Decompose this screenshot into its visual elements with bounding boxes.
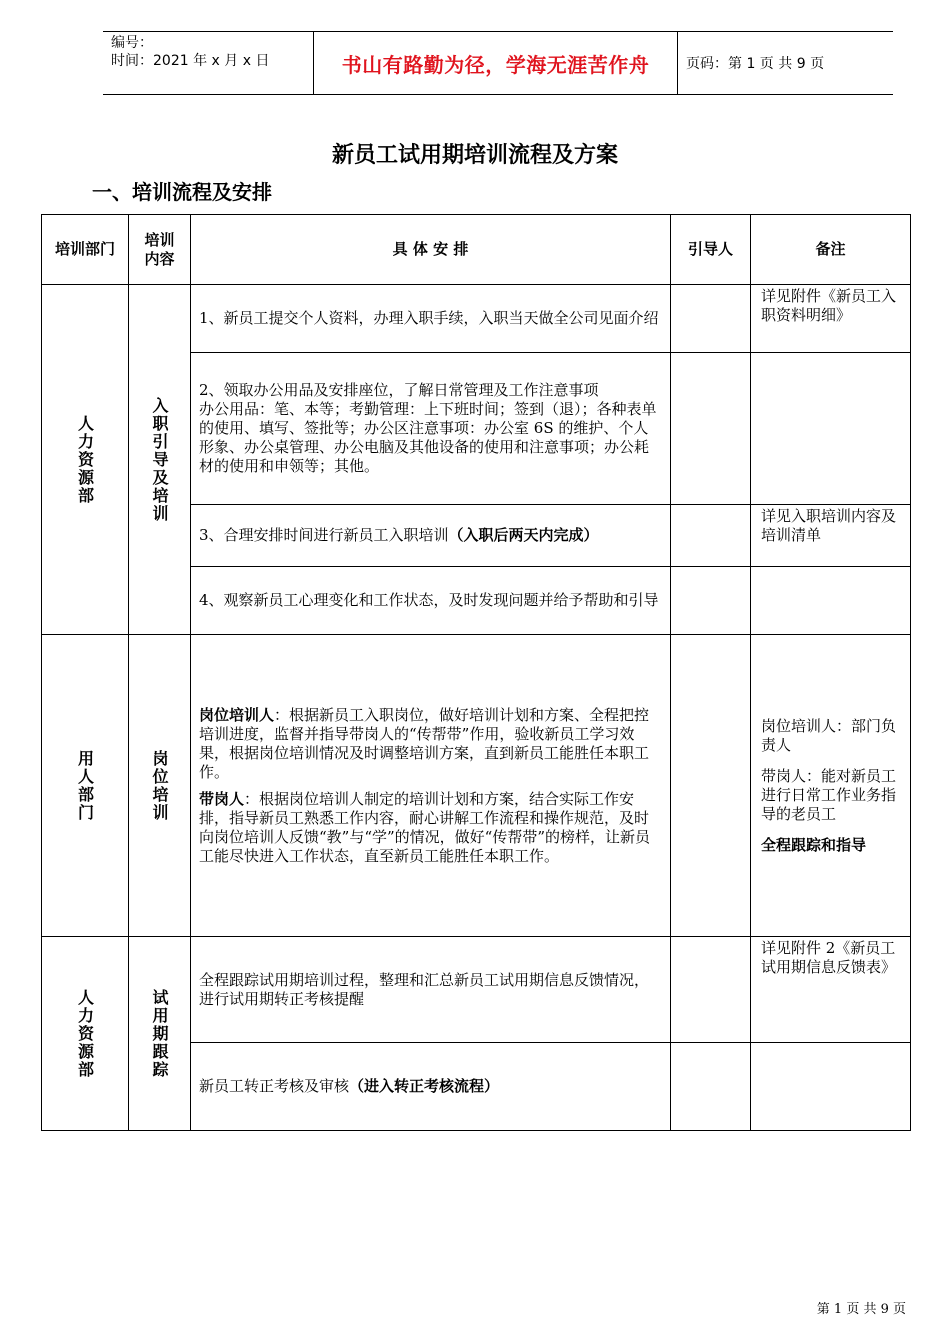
- table-row: [42, 635, 911, 937]
- table-row: [42, 937, 911, 1043]
- header-guide: 引导人: [671, 215, 751, 285]
- dept-cell: 人力资源部: [42, 937, 129, 1131]
- page-header: [103, 31, 893, 95]
- content-cell: 岗位培训: [129, 635, 191, 937]
- dept-cell: 用人部门: [42, 635, 129, 937]
- header-dept: 培训部门: [42, 215, 129, 285]
- number-label: 编号：: [111, 35, 153, 51]
- arrangement-cell: 1、新员工提交个人资料，办理入职手续，入职当天做全公司见面介绍: [191, 285, 671, 353]
- guide-cell: [671, 567, 751, 635]
- guide-cell: [671, 1043, 751, 1131]
- guide-cell: [671, 937, 751, 1043]
- arrangement-cell: 新员工转正考核及审核（进入转正考核流程）: [191, 1043, 671, 1131]
- table-row: [42, 285, 911, 353]
- arrangement-cell: 全程跟踪试用期培训过程，整理和汇总新员工试用期信息反馈情况，进行试用期转正考核提醒: [191, 937, 671, 1043]
- remark-cell: 详见附件《新员工入职资料明细》: [751, 285, 911, 353]
- remark-cell: 岗位培训人：部门负责人 带岗人：能对新员工进行日常工作业务指导的老员工 全程跟踪和指导: [751, 635, 911, 937]
- arrangement-cell: 3、合理安排时间进行新员工入职培训（入职后两天内完成）: [191, 505, 671, 567]
- time-label: 时间：2021 年 x 月 x 日: [111, 53, 270, 69]
- guide-cell: [671, 285, 751, 353]
- training-table: [41, 214, 911, 1131]
- header-meta: [103, 32, 313, 94]
- header-arrangement: 具 体 安 排: [191, 215, 671, 285]
- remark-cell: 详见入职培训内容及培训清单: [751, 505, 911, 567]
- remark-cell: [751, 1043, 911, 1131]
- page-info: 页码：第 1 页 共 9 页: [686, 56, 825, 72]
- remark-cell: [751, 567, 911, 635]
- guide-cell: [671, 505, 751, 567]
- guide-cell: [671, 635, 751, 937]
- content-cell: 试用期跟踪: [129, 937, 191, 1131]
- guide-cell: [671, 353, 751, 505]
- arrangement-cell: 2、领取办公用品及安排座位，了解日常管理及工作注意事项 办公用品：笔、本等；考勤管理：上下班时间；签到（退）；各种表单的使用、填写、签批等；办公区注意事项：办公室 6S 的维护、个人形象、办公桌管理、办公电脑及其他设备的使用和注意事项；办公耗材的使用和申领等；其他。: [191, 353, 671, 505]
- document-title: 新员工试用期培训流程及方案: [331, 143, 618, 168]
- arrangement-cell: 4、观察新员工心理变化和工作状态，及时发现问题并给予帮助和引导: [191, 567, 671, 635]
- header-content: 培训内容: [129, 215, 191, 285]
- content-cell: 入职引导及培训: [129, 285, 191, 635]
- arrangement-cell: 岗位培训人：根据新员工入职岗位，做好培训计划和方案、全程把控培训进度，监督并指导带岗人的“传帮带”作用，验收新员工学习效果，根据岗位培训情况及时调整培训方案，直到新员工能胜任本职工作。 带岗人：根据岗位培训人制定的培训计划和方案，结合实际工作安排，指导新员工熟悉工作内容，耐心讲解工作流程和操作规范，及时向岗位培训人反馈“教”与“学”的情况，做好“传帮带”的榜样，让新员工能尽快进入工作状态，直至新员工能胜任本职工作。: [191, 635, 671, 937]
- remark-cell: [751, 353, 911, 505]
- remark-cell: 详见附件 2《新员工试用期信息反馈表》: [751, 937, 911, 1043]
- section-title: 一、培训流程及安排: [92, 180, 272, 204]
- page-footer: 第 1 页 共 9 页: [816, 1302, 906, 1317]
- table-header-row: [42, 215, 911, 285]
- dept-cell: 人力资源部: [42, 285, 129, 635]
- motto: 书山有路勤为径，学海无涯苦作舟: [313, 32, 678, 94]
- header-remarks: 备注: [751, 215, 911, 285]
